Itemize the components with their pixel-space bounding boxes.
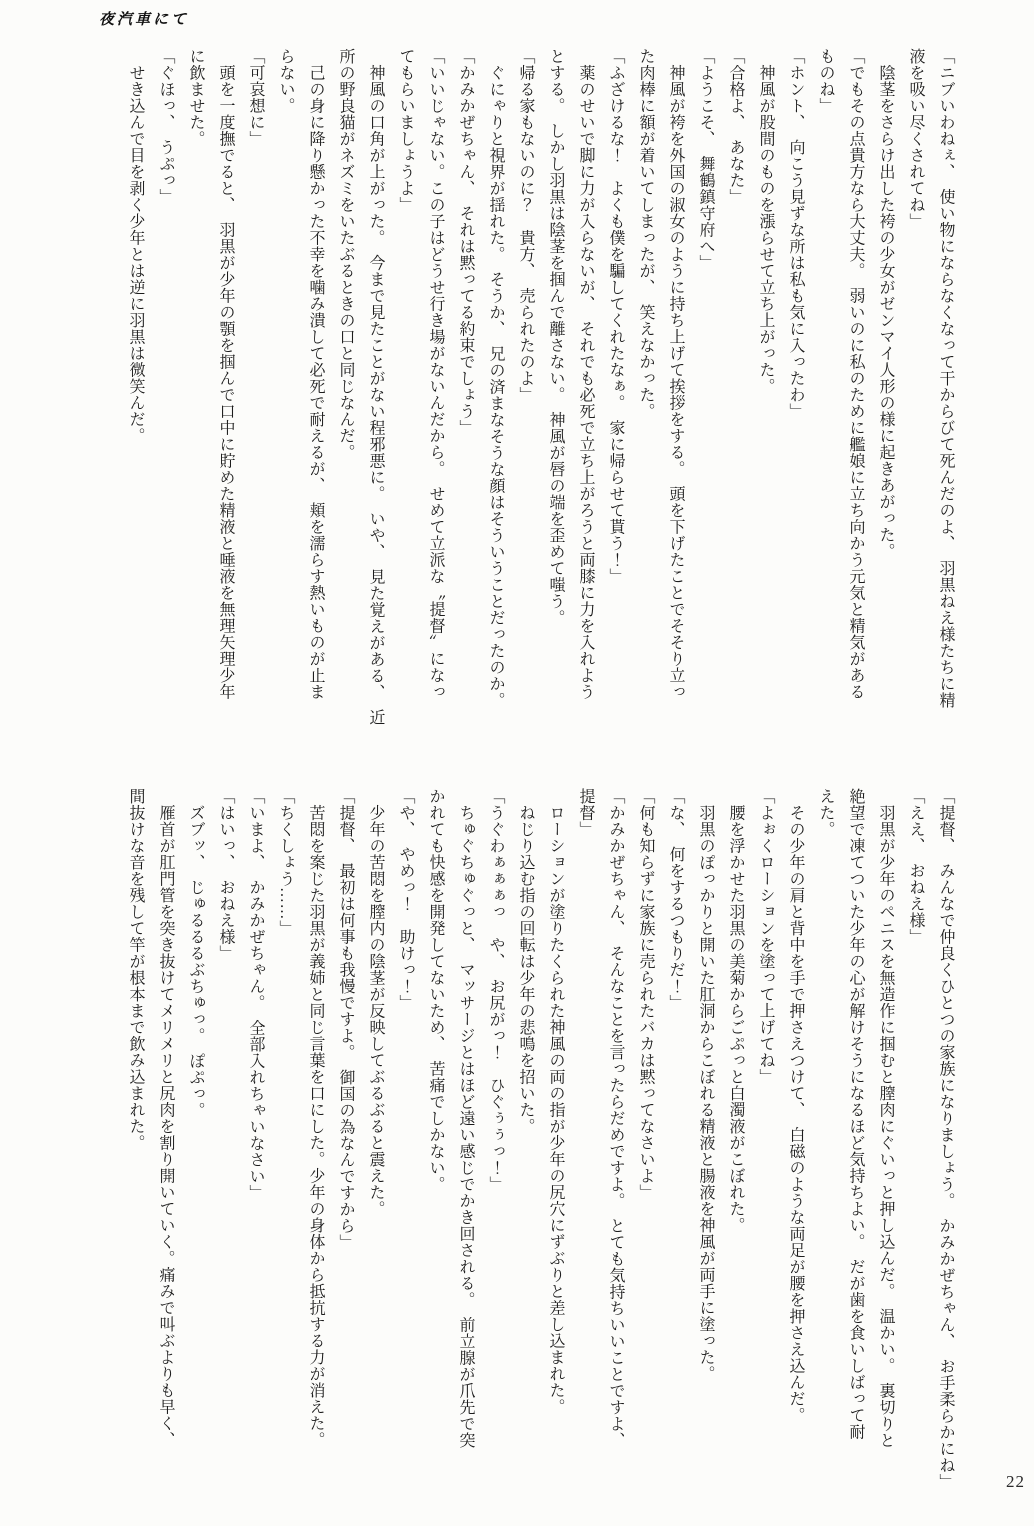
text-line: ねじり込む指の回転は少年の悲鳴を招いた。 bbox=[517, 788, 534, 1135]
text-line: 「ようこそ、 舞鶴鎮守府へ」 bbox=[697, 48, 714, 271]
text-line: 「でもその点貴方なら大丈夫。 弱いのに私のために艦娘に立ち向かう元気と精気がある bbox=[847, 48, 864, 700]
page-number: 22 bbox=[1006, 1472, 1025, 1491]
text-line: 「ええ、 おねえ様」 bbox=[907, 788, 924, 945]
text-line: ぐにゃりと視界が揺れた。 そうか、 兄の済まなそうな顔はそういうことだったのか。 bbox=[487, 48, 504, 709]
text-line: らない。 bbox=[277, 48, 294, 114]
text-line: 「ふざけるな！ よくも僕を騙してくれたなぁ。 家に帰らせて貰う！」 bbox=[607, 48, 624, 585]
text-line: 「よぉくローションを塗って上げてね」 bbox=[757, 788, 774, 1085]
text-line: 「や、 やめっ！ 助けっ！」 bbox=[397, 788, 414, 1011]
text-line: 所の野良猫がネズミをいたぶるときの口と同じなんだ。 bbox=[337, 48, 354, 461]
text-line: 「ぐほっ、 うぷっ」 bbox=[157, 48, 174, 205]
text-line: 陰茎をさらけ出した袴の少女がゼンマイ人形の様に起きあがった。 bbox=[877, 48, 894, 560]
text-line: 「ニブいわねぇ、 使い物にならなくなって干からびて死んだのよ、 羽黒ねえ様たちに精 bbox=[937, 48, 954, 709]
text-line: た肉棒に額が着いてしまったが、 笑えなかった。 bbox=[637, 48, 654, 420]
text-line: ローションが塗りたくられた神風の両の指が少年の尻穴にずぶりと差し込まれた。 bbox=[547, 788, 564, 1415]
text-line: 液を吸い尽くされてね」 bbox=[907, 48, 924, 230]
text-line: 「何も知らずに家族に売られたバカは黙ってなさいよ」 bbox=[637, 788, 654, 1201]
text-line: 「いいじゃない。この子はどうせ行き場がないんだから。 せめて立派な〝提督〟になっ bbox=[427, 48, 444, 700]
text-line: 絶望で凍てついた少年の心が解けそうになるほど気持ちよい。 だが歯を食いしばって耐 bbox=[847, 788, 864, 1440]
text-line: 提督」 bbox=[577, 788, 594, 838]
text-line: とする。 しかし羽黒は陰茎を掴んで離さない。 神風が唇の端を歪めて嗤う。 bbox=[547, 48, 564, 626]
text-line: 「帰る家もないのに？ 貴方、 売られたのよ」 bbox=[517, 48, 534, 403]
text-line: かれても快感を開発してないため、 苦痛でしかない。 bbox=[427, 788, 444, 1193]
text-line: 「合格よ、 あなた」 bbox=[727, 48, 744, 205]
text-line: 間抜けな音を残して竿が根本まで飲み込まれた。 bbox=[127, 788, 144, 1151]
running-header-title: 夜汽車にて bbox=[99, 12, 190, 28]
text-line: に飲ませた。 bbox=[187, 48, 204, 147]
text-line: 薬のせいで脚に力が入らないが、 それでも必死で立ち上がろうと両膝に力を入れよう bbox=[577, 48, 594, 700]
text-line: ズブッ、 じゅるるるぶちゅっ。 ぽぷっ。 bbox=[187, 788, 204, 1119]
text-line: 羽黒が少年のペニスを無造作に掴むと膣肉にぐいっと押し込んだ。 温かい。 裏切りと bbox=[877, 788, 894, 1449]
text-line: 「はいっ、 おねえ様」 bbox=[217, 788, 234, 962]
text-line: ものね」 bbox=[817, 48, 834, 114]
text-line: 「いまよ、 かみかぜちゃん。 全部入れちゃいなさい」 bbox=[247, 788, 264, 1201]
text-line: 腰を浮かせた羽黒の美菊からごぷっと白濁液がこぼれた。 bbox=[727, 788, 744, 1234]
text-line: 「かみかぜちゃん、 それは黙ってる約束でしょう」 bbox=[457, 48, 474, 436]
text-line: 「可哀想に」 bbox=[247, 48, 264, 147]
text-line: 「ちくしょう……」 bbox=[277, 788, 294, 937]
text-line: 「提督、 みんなで仲良くひとつの家族になりましょう。 かみかぜちゃん、 お手柔らかにね」 bbox=[937, 788, 954, 1490]
text-band-bottom bbox=[118, 788, 960, 1490]
text-line: 雁首が肛門管を突き抜けてメリメリと尻肉を割り開いていく。痛みで叫ぶよりも早く、 bbox=[157, 788, 174, 1448]
text-line: せき込んで目を剥く少年とは逆に羽黒は微笑んだ。 bbox=[127, 48, 144, 444]
text-line: えた。 bbox=[817, 788, 834, 838]
text-line: その少年の肩と背中を手で押さえつけて、 白磁のような両足が腰を押さえ込んだ。 bbox=[787, 788, 804, 1424]
text-line: 苦悶を案じた羽黒が義姉と同じ言葉を口にした。少年の身体から抵抗する力が消えた。 bbox=[307, 788, 324, 1448]
text-line: 頭を一度撫でると、 羽黒が少年の顎を掴んで口中に貯めた精液と唾液を無理矢理少年 bbox=[217, 48, 234, 700]
text-line: 「うぐわぁぁぁっ や、 お尻がっ！ ひぐぅぅっ！」 bbox=[487, 788, 504, 1193]
text-line: 神風が股間のものを漲らせて立ち上がった。 bbox=[757, 48, 774, 395]
text-line: 「な、 何をするつもりだ！」 bbox=[667, 788, 684, 1011]
text-band-top bbox=[118, 48, 960, 748]
text-line: 己の身に降り懸かった不幸を噛み潰して必死で耐えるが、 頬を濡らす熱いものが止ま bbox=[307, 48, 324, 700]
text-line: 「ホント、 向こう見ずな所は私も気に入ったわ」 bbox=[787, 48, 804, 420]
text-line: 少年の苦悶を膣内の陰茎が反映してぶるぶると震えた。 bbox=[367, 788, 384, 1217]
text-line: 神風の口角が上がった。 今まで見たことがない程邪悪に。 いや、 見た覚えがある、 近 bbox=[367, 48, 384, 726]
text-line: 羽黒のぽっかりと開いた肛洞からこぼれる精液と腸液を神風が両手に塗った。 bbox=[697, 788, 714, 1382]
text-line: てもらいましょうよ」 bbox=[397, 48, 414, 213]
text-line: 「提督、 最初は何事も我慢ですよ。 御国の為なんですから」 bbox=[337, 788, 354, 1251]
text-line: 神風が袴を外国の淑女のように持ち上げて挨拶をする。 頭を下げたことでそそり立っ bbox=[667, 48, 684, 700]
text-line: ちゅぐちゅぐっと、 マッサージとはほど遠い感じでかき回される。 前立腺が爪先で突 bbox=[457, 788, 474, 1449]
text-line: 「かみかぜちゃん、 そんなことを言ったらだめですよ。 とても気持ちいいことですよ、 bbox=[607, 788, 624, 1449]
